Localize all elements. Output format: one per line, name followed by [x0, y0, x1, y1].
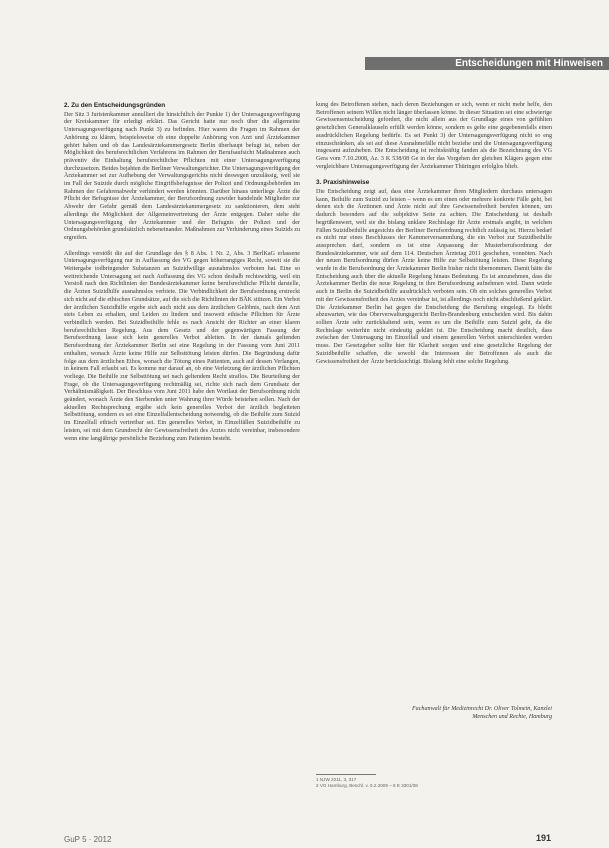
paragraph: Allerdings verstößt die auf der Grundlage des § 8 Abs. 1 Nr. 2, Abs. 3 BerlKaG erlassene Untersagungsverfügung nur in Auffassung des VG gegen höherrangiges Recht, soweit sie die Weitergabe todbringender Substanzen an Suizidwillige ausnahmslos verboten hat. Eine so weitreichende Untersagung sei nach Auffassung des VG schon deshalb rechtswidrig, weil ein Verstoß nach den Richtlinien der Bundesärztekammer keine berufsrechtliche Pflicht darstelle, die Ärzten Suizidhilfe ausnahmslos verbiete. Die Verbindlichkeit der Berufsordnung erstreckt sich nicht auf die ethischen Grundsätze, auf die sich die Richtlinien der BÄK stützen. Ein Verbot der ärztlichen Suizidhilfe ergebe sich auch nicht aus dem ärztlichen Gelöbnis, nach dem Arzt stets Leben zu erhalten, und Leiden zu lindern und insoweit ethische Pflichten für Ärzte verbindlich werden. Bei Suizidbeihilfe fehle es nach Ansicht der Richter an einer klaren berufsrechtlichen Regelung. Aus dem Gesetz und der gegenwärtigen Fassung der Berufsordnung lasse sich kein generelles Verbot ableiten. In der damals geltenden Berufsordnung der Ärztekammer Berlin sei eine Regelung in der Fassung vom Juni 2011 enthalten, wonach Ärzte keine Hilfe zur Selbsttötung leisten dürfen. Die Begründung dafür folge aus dem ärztlichen Ethos, wonach die Tötung eines Patienten, auch auf dessen Verlangen, in keinem Fall erlaubt sei. Es komme nur darauf an, ob eine Verletzung der ärztlichen Pflichten vorliege. Die Beihilfe zur Selbsttötung sei nach geltendem Recht straflos. Die Beurteilung der Frage, ob die Untersagungsverfügung rechtmäßig sei, richte sich nach dem Grundsatz der Verhältnismäßigkeit. Der Beschluss vom Juni 2011 habe den Wortlaut der Berufsordnung nicht geändert, wonach Ärzte den Sterbenden unter Wahrung ihrer Würde beistehen sollen. Nach der aktuellen Rechtsprechung ergäbe sich kein generelles Verbot der ärztlich begleiteten Selbsttötung, sondern es sei eine Einzelfallentscheidung notwendig, ob die Beihilfe zum Suizid im Einzelfall ethisch vertretbar sei. Ein generelles Verbot, in Einzelfällen Suizidbeihilfe zu leisten, sei mit dem Grundrecht der Gewissensfreiheit des Arztes nicht vereinbar, insbesondere wenn eine langjährige persönliche Beziehung zum Patienten besteht.: [64, 250, 300, 442]
author-credit: [330, 706, 552, 721]
right-column: [316, 102, 552, 374]
page-number: 191: [535, 833, 551, 843]
paragraph: kung des Betroffenen stehen, nach deren Beziehungen er sich, wenn er nicht mehr helfe, den Betroffenen seinem Willen nicht länger überlassen könne. In dieser Situation sei eine schwierige Gewissensentscheidung gefordert, die nicht allein aus der Grundlage eines von gefühlten gesetzlichen Generalklauseln erfüllt werden könne, sondern es gelte eine gegebenenfalls einen ausdrücklichen Regelung bedürfe. Es sei Punkt 3) der Untersagungsverfügung nicht so eng einzuschränken, als sei auf diese Ausnahmefälle nicht beziehe und die Untersagungsverfügung insgesamt aufzuheben. Die Entscheidung ist rechtskräftig fanden als die Bezeichnung des VG Gera vom 7.10.2008, Az. 3 K 538/08 Ge in der das Vorgehen der gleichen Klägers gegen eine vergleichbare Untersagungsverfügung der Ärztekammer Thüringen erfolglos blieb.: [316, 102, 552, 170]
left-column: [64, 102, 300, 451]
footnote: 2 VG Hamburg, Beschl. v. 6.2.2009 – 8 E 3301/08: [316, 783, 418, 788]
footnote: 1 NJW 2011, 3, 317: [316, 777, 357, 782]
section-title: Entscheidungen mit Hinweisen: [455, 58, 603, 69]
author-line: Fachanwalt für Medizinrecht Dr. Oliver Tolmein, Kanzlei: [411, 706, 552, 712]
footnote-divider: [316, 774, 376, 775]
author-affiliation: Menschen und Rechte, Hamburg: [472, 713, 552, 720]
footnotes: [316, 777, 546, 789]
section-heading-reasons: 2. Zu den Entscheidungsgründen: [64, 102, 166, 109]
section-heading-practice: 3. Praxishinweise: [316, 179, 370, 187]
paragraph: Der Sitz 3 Juristenkammer annulliert die hinsichtlich der Punkte 1) der Untersagungsverfügung der Kreiskammer für erledigt erklärt. Das Gericht hatte nur noch über die allgemeine Untersagungsverfügung nach Punkt 3) zu befinden. Hier waren die Fragen im Rahmen der Anhörung zu klären, beispielsweise ob eine doppelte Anhörung von Arzt und Ärztekammer gehört haben und ob das Landesärztekammergesetz Berlin überhaupt befugt ist, neben der Möglichkeit des berufsrechtlichen Verfahrens im Rahmen der Berufsaufsicht Maßnahmen auch präventiv die Einhaltung berufsrechtlicher Pflichten mit einer Untersagungsverfügung durchzusetzen. Beides bejahten die Berliner Verwaltungsrichter. Die Untersagungsverfügung der Ärztekammer sei zur Aufhebung der Verwaltungsgerichts nicht deswegen unzulässig, weil sie im Fall der Suizide durch mögliche Eingriffsbefugnisse der Polizei und Ordnungsbehörden im Rahmen der Gefahrenabwehr verhindert werden könnten. Darüber hinaus unterliege Ärzte die Pflicht der Befugnisse der Ärztekammer, der Berufsordnung zuwider handelnde Mitglieder zur Abwehr der Gefahr gemäß dem Landesärztekammergesetz zu sanktionieren, dem steht allerdings die Möglichkeit der Allgemeinvertretung der Ärzte entgegen. Daher stehe die Untersagungsverfügung der Ärztekammer und der Befugnis der Polizei und der Ordnungsbehörden grundsätzlich nebeneinander. Maßnahmen zur Verhinderung eines Suizids zu ergreifen.: [64, 111, 300, 241]
header-bar: [365, 57, 609, 70]
paragraph: Die Entscheidung zeigt auf, dass eine Ärztekammer ihren Mitgliedern durchaus untersagen kann, Beihilfe zum Suizid zu leisten – wenn es um einen oder mehrere konkrete Fälle geht, bei denen sich die Ärztinnen und Ärzte nicht auf ihre Gewissensfreiheit berufen können, um dadurch besonders auf die subjektive Seite zu achten. Die Entscheidung ist deshalb begrüßenswert, weil sie die bislang unklare Rechtslage für Ärzte erstmals angibt, in welchen Fällen Suizidbeihilfe angesichts der Berliner Berufsordnung rechtlich zulässig ist. Hierzu bedarf es nicht nur eines Beschlusses der Kammerversammlung, die ein Verbot zur Suizidbeihilfe aussprechen darf, sondern es ist eine Anpassung der Musterberufsordnung der Bundesärztekammer, wie auf dem 114. Deutschen Ärztetag 2011 geschehen, vonnöten. Nach der neuen Berufsordnung dürfen Ärzte keine Hilfe zur Selbsttötung leisten. Diese Regelung wurde in die Berufsordnung der Ärztekammer Berlin bisher nicht übernommen. Damit hätte die Entscheidung auch über die aktuelle Regelung hinaus Bedeutung. Es ist anzunehmen, dass die Ärztekammer Berlin die neue Regelung in ihre Berufsordnung aufnehmen wird. Dann würde auch in Berlin die Suizidbeihilfe ausdrücklich verboten sein. Ob ein solches generelles Verbot mit der Gewissensfreiheit des Arztes vereinbar ist, ist allerdings noch nicht abschließend geklärt. Die Ärztekammer Berlin hat gegen die Entscheidung die Berufung eingelegt. Es bleibt abzuwarten, wie das Oberverwaltungsgericht Berlin-Brandenburg entscheiden wird. Bis dahin sollten Ärzte sehr zurückhaltend sein, wenn es um die Beihilfe zum Suizid geht, da die Rechtslage weiterhin nicht eindeutig geklärt ist. Die Entscheidung macht deutlich, dass zwischen der Untersagung im Einzelfall und einem generellen Verbot unterschieden werden muss. Der Gesetzgeber sollte hier für Klarheit sorgen und eine gesetzliche Regelung der Suizidbeihilfe schaffen, die sowohl die Interessen der Betroffenen als auch die Gewissensfreiheit der Ärzte berücksichtigt. Bislang fehlt eine solche Regelung.: [316, 189, 552, 365]
journal-label: GuP 5 · 2012: [64, 835, 112, 844]
